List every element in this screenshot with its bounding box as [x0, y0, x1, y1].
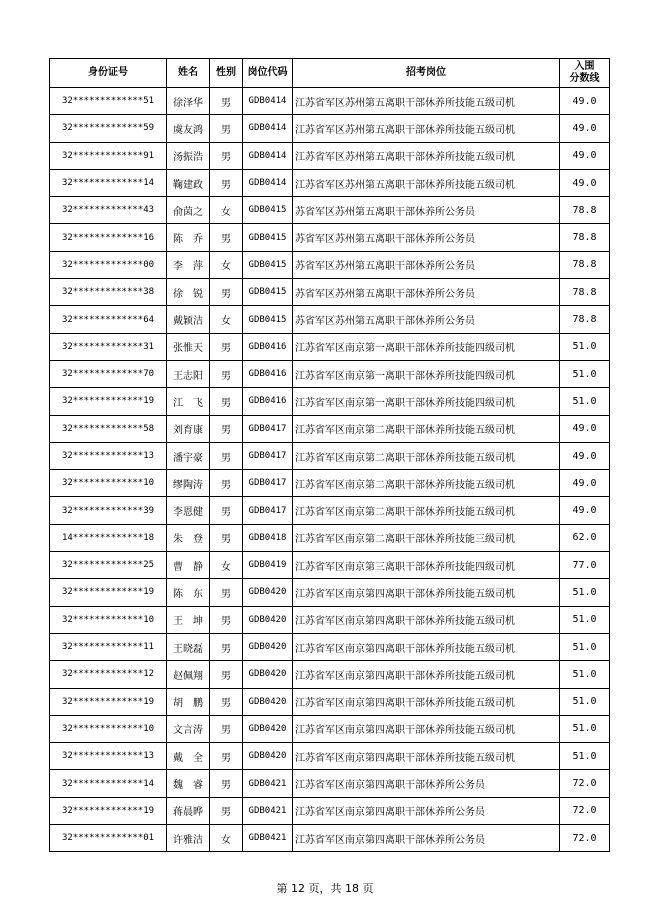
- post-cell: 江苏省军区南京第四离职干部休养所公务员: [293, 770, 560, 797]
- col-header-id-number: 身份证号: [50, 59, 167, 88]
- post-code-cell: GDB0415: [243, 197, 293, 224]
- table-row: [50, 88, 610, 115]
- name-cell: 王志阳: [167, 360, 210, 387]
- post-code-cell: GDB0418: [243, 524, 293, 551]
- post-code-cell: GDB0420: [243, 715, 293, 742]
- col-header-cutoff-score: [560, 59, 610, 88]
- id-number-cell: 32*************11: [50, 633, 167, 660]
- id-number-cell: 32*************13: [50, 442, 167, 469]
- post-code-cell: GDB0417: [243, 497, 293, 524]
- gender-cell: 男: [210, 743, 243, 770]
- post-cell: 江苏省军区南京第四离职干部休养所公务员: [293, 797, 560, 824]
- post-cell: 江苏省军区南京第四离职干部休养所技能五级司机: [293, 633, 560, 660]
- cutoff-score-cell: 78.8: [560, 251, 610, 278]
- post-cell: 江苏省军区苏州第五离职干部休养所技能五级司机: [293, 142, 560, 169]
- gender-cell: 男: [210, 115, 243, 142]
- post-code-cell: GDB0421: [243, 770, 293, 797]
- gender-cell: 男: [210, 470, 243, 497]
- name-cell: 蒋晨晔: [167, 797, 210, 824]
- table-row: [50, 306, 610, 333]
- post-cell: 江苏省军区南京第二离职干部休养所技能五级司机: [293, 497, 560, 524]
- table-row: [50, 552, 610, 579]
- post-cell: 江苏省军区南京第三离职干部休养所技能四级司机: [293, 552, 560, 579]
- table-row: [50, 524, 610, 551]
- cutoff-score-cell: 51.0: [560, 360, 610, 387]
- id-number-cell: 32*************01: [50, 825, 167, 852]
- cutoff-score-cell: 49.0: [560, 497, 610, 524]
- post-code-cell: GDB0420: [243, 661, 293, 688]
- gender-cell: 男: [210, 88, 243, 115]
- cutoff-score-cell: 51.0: [560, 633, 610, 660]
- col-header-gender: 性别: [210, 59, 243, 88]
- gender-cell: 女: [210, 251, 243, 278]
- gender-cell: 男: [210, 388, 243, 415]
- post-cell: 江苏省军区南京第四离职干部休养所公务员: [293, 825, 560, 852]
- cutoff-score-cell: 62.0: [560, 524, 610, 551]
- id-number-cell: 32*************13: [50, 743, 167, 770]
- post-cell: 江苏省军区南京第四离职干部休养所技能五级司机: [293, 661, 560, 688]
- post-cell: 江苏省军区南京第一离职干部休养所技能四级司机: [293, 360, 560, 387]
- post-cell: 江苏省军区南京第四离职干部休养所技能五级司机: [293, 579, 560, 606]
- post-code-cell: GDB0416: [243, 388, 293, 415]
- table-row: [50, 279, 610, 306]
- cutoff-score-cell: 49.0: [560, 169, 610, 196]
- name-cell: 陈 东: [167, 579, 210, 606]
- post-code-cell: GDB0417: [243, 470, 293, 497]
- cutoff-score-cell: 78.8: [560, 197, 610, 224]
- cutoff-score-cell: 49.0: [560, 142, 610, 169]
- post-code-cell: GDB0414: [243, 169, 293, 196]
- id-number-cell: 32*************91: [50, 142, 167, 169]
- name-cell: 李恩健: [167, 497, 210, 524]
- table-row: [50, 333, 610, 360]
- table-row: [50, 470, 610, 497]
- id-number-cell: 32*************10: [50, 715, 167, 742]
- id-number-cell: 32*************38: [50, 279, 167, 306]
- gender-cell: 男: [210, 770, 243, 797]
- cutoff-score-cell: 51.0: [560, 388, 610, 415]
- post-cell: 苏省军区苏州第五离职干部休养所公务员: [293, 197, 560, 224]
- post-cell: 苏省军区苏州第五离职干部休养所公务员: [293, 251, 560, 278]
- post-code-cell: GDB0421: [243, 825, 293, 852]
- gender-cell: 男: [210, 797, 243, 824]
- table-row: [50, 415, 610, 442]
- post-cell: 江苏省军区南京第二离职干部休养所技能五级司机: [293, 415, 560, 442]
- id-number-cell: 32*************00: [50, 251, 167, 278]
- col-header-cutoff-score-label: 入围 分数线: [569, 61, 600, 84]
- name-cell: 陈 乔: [167, 224, 210, 251]
- table-row: [50, 606, 610, 633]
- post-cell: 江苏省军区苏州第五离职干部休养所技能五级司机: [293, 115, 560, 142]
- id-number-cell: 32*************14: [50, 770, 167, 797]
- post-code-cell: GDB0419: [243, 552, 293, 579]
- cutoff-score-cell: 49.0: [560, 88, 610, 115]
- gender-cell: 男: [210, 633, 243, 660]
- id-number-cell: 32*************12: [50, 661, 167, 688]
- gender-cell: 男: [210, 524, 243, 551]
- name-cell: 徐泽华: [167, 88, 210, 115]
- id-number-cell: 32*************43: [50, 197, 167, 224]
- post-cell: 江苏省军区南京第一离职干部休养所技能四级司机: [293, 388, 560, 415]
- name-cell: 俞茵之: [167, 197, 210, 224]
- post-code-cell: GDB0420: [243, 606, 293, 633]
- table-row: [50, 497, 610, 524]
- name-cell: 汤振浩: [167, 142, 210, 169]
- post-code-cell: GDB0420: [243, 688, 293, 715]
- post-code-cell: GDB0416: [243, 360, 293, 387]
- gender-cell: 女: [210, 306, 243, 333]
- name-cell: 缪陶涛: [167, 470, 210, 497]
- post-code-cell: GDB0415: [243, 306, 293, 333]
- post-cell: 江苏省军区南京第二离职干部休养所技能五级司机: [293, 470, 560, 497]
- table-body: [50, 88, 610, 852]
- table-row: [50, 142, 610, 169]
- name-cell: 王 坤: [167, 606, 210, 633]
- col-header-post-code: 岗位代码: [243, 59, 293, 88]
- gender-cell: 男: [210, 606, 243, 633]
- table-row: [50, 251, 610, 278]
- gender-cell: 女: [210, 197, 243, 224]
- post-code-cell: GDB0420: [243, 633, 293, 660]
- name-cell: 胡 鹏: [167, 688, 210, 715]
- id-number-cell: 32*************39: [50, 497, 167, 524]
- id-number-cell: 32*************51: [50, 88, 167, 115]
- gender-cell: 男: [210, 715, 243, 742]
- gender-cell: 男: [210, 169, 243, 196]
- cutoff-score-cell: 72.0: [560, 825, 610, 852]
- name-cell: 戴 全: [167, 743, 210, 770]
- col-header-post: 招考岗位: [293, 59, 560, 88]
- post-cell: 江苏省军区南京第四离职干部休养所技能五级司机: [293, 606, 560, 633]
- post-cell: 江苏省军区南京第二离职干部休养所技能三级司机: [293, 524, 560, 551]
- post-code-cell: GDB0414: [243, 115, 293, 142]
- id-number-cell: 32*************70: [50, 360, 167, 387]
- gender-cell: 男: [210, 279, 243, 306]
- id-number-cell: 32*************58: [50, 415, 167, 442]
- table-row: [50, 442, 610, 469]
- admission-table: [49, 58, 610, 852]
- id-number-cell: 32*************31: [50, 333, 167, 360]
- name-cell: 潘宇豪: [167, 442, 210, 469]
- id-number-cell: 32*************59: [50, 115, 167, 142]
- cutoff-score-cell: 49.0: [560, 470, 610, 497]
- post-cell: 江苏省军区南京第二离职干部休养所技能五级司机: [293, 442, 560, 469]
- post-cell: 江苏省军区苏州第五离职干部休养所技能五级司机: [293, 169, 560, 196]
- name-cell: 赵佩翔: [167, 661, 210, 688]
- name-cell: 刘育康: [167, 415, 210, 442]
- cutoff-score-cell: 77.0: [560, 552, 610, 579]
- table-row: [50, 115, 610, 142]
- post-code-cell: GDB0415: [243, 224, 293, 251]
- table-row: [50, 715, 610, 742]
- name-cell: 戴颖洁: [167, 306, 210, 333]
- id-number-cell: 32*************19: [50, 797, 167, 824]
- table-row: [50, 197, 610, 224]
- gender-cell: 女: [210, 552, 243, 579]
- gender-cell: 男: [210, 497, 243, 524]
- table-row: [50, 770, 610, 797]
- id-number-cell: 32*************16: [50, 224, 167, 251]
- name-cell: 徐 锐: [167, 279, 210, 306]
- cutoff-score-cell: 72.0: [560, 770, 610, 797]
- cutoff-score-cell: 51.0: [560, 579, 610, 606]
- name-cell: 李 萍: [167, 251, 210, 278]
- id-number-cell: 32*************25: [50, 552, 167, 579]
- gender-cell: 女: [210, 825, 243, 852]
- post-code-cell: GDB0415: [243, 251, 293, 278]
- id-number-cell: 14*************18: [50, 524, 167, 551]
- post-code-cell: GDB0421: [243, 797, 293, 824]
- table-row: [50, 224, 610, 251]
- name-cell: 许雅洁: [167, 825, 210, 852]
- gender-cell: 男: [210, 360, 243, 387]
- post-cell: 江苏省军区南京第四离职干部休养所技能五级司机: [293, 743, 560, 770]
- id-number-cell: 32*************19: [50, 688, 167, 715]
- gender-cell: 男: [210, 442, 243, 469]
- table-row: [50, 633, 610, 660]
- post-code-cell: GDB0416: [243, 333, 293, 360]
- cutoff-score-cell: 51.0: [560, 333, 610, 360]
- cutoff-score-cell: 51.0: [560, 688, 610, 715]
- post-code-cell: GDB0414: [243, 142, 293, 169]
- name-cell: 鞠建政: [167, 169, 210, 196]
- cutoff-score-cell: 78.8: [560, 306, 610, 333]
- post-code-cell: GDB0420: [243, 579, 293, 606]
- cutoff-score-cell: 49.0: [560, 115, 610, 142]
- table-row: [50, 825, 610, 852]
- table-row: [50, 797, 610, 824]
- cutoff-score-cell: 49.0: [560, 415, 610, 442]
- post-code-cell: GDB0417: [243, 415, 293, 442]
- id-number-cell: 32*************19: [50, 579, 167, 606]
- post-cell: 江苏省军区南京第四离职干部休养所技能五级司机: [293, 688, 560, 715]
- cutoff-score-cell: 78.8: [560, 224, 610, 251]
- gender-cell: 男: [210, 579, 243, 606]
- post-code-cell: GDB0415: [243, 279, 293, 306]
- name-cell: 王晓磊: [167, 633, 210, 660]
- table-row: [50, 388, 610, 415]
- post-cell: 江苏省军区苏州第五离职干部休养所技能五级司机: [293, 88, 560, 115]
- id-number-cell: 32*************10: [50, 470, 167, 497]
- gender-cell: 男: [210, 224, 243, 251]
- gender-cell: 男: [210, 142, 243, 169]
- col-header-name: 姓名: [167, 59, 210, 88]
- cutoff-score-cell: 51.0: [560, 606, 610, 633]
- cutoff-score-cell: 49.0: [560, 442, 610, 469]
- cutoff-score-cell: 51.0: [560, 743, 610, 770]
- name-cell: 朱 登: [167, 524, 210, 551]
- gender-cell: 男: [210, 688, 243, 715]
- name-cell: 虞友鸿: [167, 115, 210, 142]
- id-number-cell: 32*************10: [50, 606, 167, 633]
- page-number: 第 12 页，共 18 页: [276, 882, 374, 895]
- id-number-cell: 32*************14: [50, 169, 167, 196]
- post-code-cell: GDB0420: [243, 743, 293, 770]
- post-cell: 苏省军区苏州第五离职干部休养所公务员: [293, 224, 560, 251]
- id-number-cell: 32*************19: [50, 388, 167, 415]
- gender-cell: 男: [210, 415, 243, 442]
- name-cell: 曹 静: [167, 552, 210, 579]
- post-code-cell: GDB0417: [243, 442, 293, 469]
- table-row: [50, 169, 610, 196]
- name-cell: 魏 睿: [167, 770, 210, 797]
- table-row: [50, 688, 610, 715]
- post-cell: 江苏省军区南京第四离职干部休养所技能五级司机: [293, 715, 560, 742]
- cutoff-score-cell: 78.8: [560, 279, 610, 306]
- table-row: [50, 579, 610, 606]
- cutoff-score-cell: 72.0: [560, 797, 610, 824]
- post-cell: 苏省军区苏州第五离职干部休养所公务员: [293, 279, 560, 306]
- table-row: [50, 743, 610, 770]
- name-cell: 江 飞: [167, 388, 210, 415]
- gender-cell: 男: [210, 661, 243, 688]
- post-cell: 苏省军区苏州第五离职干部休养所公务员: [293, 306, 560, 333]
- post-code-cell: GDB0414: [243, 88, 293, 115]
- table-header-row: [50, 59, 610, 88]
- cutoff-score-cell: 51.0: [560, 661, 610, 688]
- table-row: [50, 661, 610, 688]
- id-number-cell: 32*************64: [50, 306, 167, 333]
- name-cell: 张惟天: [167, 333, 210, 360]
- name-cell: 文言涛: [167, 715, 210, 742]
- cutoff-score-cell: 51.0: [560, 715, 610, 742]
- post-cell: 江苏省军区南京第一离职干部休养所技能四级司机: [293, 333, 560, 360]
- table-row: [50, 360, 610, 387]
- gender-cell: 男: [210, 333, 243, 360]
